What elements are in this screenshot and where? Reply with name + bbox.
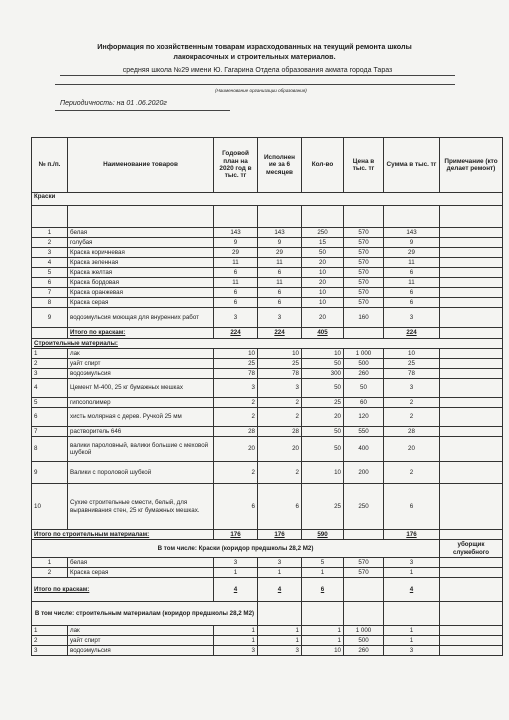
cell-name: уайт спирт xyxy=(68,636,214,646)
cell-quantity: 50 xyxy=(302,248,344,258)
cell-note xyxy=(440,278,503,288)
total-sum: 176 xyxy=(384,530,440,540)
cell-price: 200 xyxy=(344,462,384,484)
table-row xyxy=(32,408,503,427)
table-row xyxy=(32,359,503,369)
cell-quantity: 10 xyxy=(302,298,344,308)
empty-cell xyxy=(68,206,214,228)
cell-note xyxy=(440,268,503,278)
empty-cell xyxy=(344,206,384,228)
cell-used-6-months: 1 xyxy=(258,568,302,578)
cell-name: Краска серая xyxy=(68,298,214,308)
cell-num: 3 xyxy=(32,369,68,379)
table-row xyxy=(32,349,503,359)
periodicity: Периодичность: на 01 .06.2020г xyxy=(60,100,167,107)
col-header-num: № п./п. xyxy=(32,138,68,193)
cell-name: растворитель 646 xyxy=(68,427,214,437)
cell-annual-plan: 2 xyxy=(214,398,258,408)
cell-price: 550 xyxy=(344,427,384,437)
empty-cell xyxy=(32,206,68,228)
section-corridor-build xyxy=(32,602,503,626)
cell-num: 5 xyxy=(32,398,68,408)
cell-num: 3 xyxy=(32,646,68,656)
cell-num: 6 xyxy=(32,408,68,427)
cell-name: водоэмульсия xyxy=(68,646,214,656)
table-row xyxy=(32,646,503,656)
cell-quantity: 50 xyxy=(302,437,344,462)
cell-name: валики пароловный, валики большие с меховой шубкой xyxy=(68,437,214,462)
total-sum: 224 xyxy=(384,328,440,339)
cell-annual-plan: 6 xyxy=(214,484,258,530)
cell-quantity: 20 xyxy=(302,258,344,268)
cell-used-6-months: 3 xyxy=(258,379,302,398)
table-row xyxy=(32,268,503,278)
cell-note xyxy=(440,308,503,328)
cell-annual-plan: 2 xyxy=(214,408,258,427)
table-row xyxy=(32,462,503,484)
cell-name: Краска зеленная xyxy=(68,258,214,268)
cell-price: 250 xyxy=(344,484,384,530)
cell-price: 570 xyxy=(344,298,384,308)
cell-num: 5 xyxy=(32,268,68,278)
cell-num: 3 xyxy=(32,248,68,258)
cell-name: Краска серая xyxy=(68,568,214,578)
total-sum: 4 xyxy=(384,578,440,602)
cell-sum: 3 xyxy=(384,646,440,656)
cell-price: 570 xyxy=(344,558,384,568)
table-row xyxy=(32,248,503,258)
cell-price: 500 xyxy=(344,359,384,369)
cell-quantity: 10 xyxy=(302,462,344,484)
cell-annual-plan: 9 xyxy=(214,238,258,248)
cell-used-6-months: 78 xyxy=(258,369,302,379)
table-row xyxy=(32,379,503,398)
cell-quantity: 10 xyxy=(302,646,344,656)
cell-annual-plan: 1 xyxy=(214,568,258,578)
cell-sum: 11 xyxy=(384,278,440,288)
cell-note xyxy=(440,530,503,540)
cell-name: водоэмульсия моющая для внуренних работ xyxy=(68,308,214,328)
cell-annual-plan: 29 xyxy=(214,248,258,258)
cell-num: 2 xyxy=(32,238,68,248)
cell-price: 570 xyxy=(344,238,384,248)
cell-note xyxy=(440,484,503,530)
empty-cell xyxy=(302,602,344,626)
cell-num: 9 xyxy=(32,462,68,484)
cell-num: 1 xyxy=(32,626,68,636)
cell-quantity: 20 xyxy=(302,308,344,328)
cell-used-6-months: 29 xyxy=(258,248,302,258)
cell-note xyxy=(440,558,503,568)
section-corridor-build-label: В том числе: строительным материалам (коридор предшколы 28,2 М2) xyxy=(32,602,258,626)
cell-annual-plan: 6 xyxy=(214,288,258,298)
cell-num: 8 xyxy=(32,298,68,308)
build-total-row xyxy=(32,530,503,540)
table-row xyxy=(32,484,503,530)
cell-name: Цемент М-400, 25 кг бумажных мешках xyxy=(68,379,214,398)
organization-name: средняя школа №29 имени Ю. Гагарина Отдела образования акмата города Тараз xyxy=(60,67,455,76)
section-corridor-paints xyxy=(32,540,503,558)
cell-annual-plan: 3 xyxy=(214,558,258,568)
cell-note xyxy=(440,228,503,238)
cell-annual-plan: 28 xyxy=(214,427,258,437)
total-price xyxy=(344,578,384,602)
cell-name: белая xyxy=(68,558,214,568)
cell-annual-plan: 3 xyxy=(214,379,258,398)
cell-price: 500 xyxy=(344,636,384,646)
cell-note xyxy=(440,298,503,308)
cell-num: 8 xyxy=(32,437,68,462)
cell-sum: 143 xyxy=(384,228,440,238)
total-used-6-months: 224 xyxy=(258,328,302,339)
cell-name: хисть молярная с дерев. Ручкой 25 мм xyxy=(68,408,214,427)
empty-cell xyxy=(214,206,258,228)
cell-name: Краска желтая xyxy=(68,268,214,278)
cell-price: 570 xyxy=(344,568,384,578)
cell-price: 400 xyxy=(344,437,384,462)
cell-sum: 29 xyxy=(384,248,440,258)
cell-sum: 6 xyxy=(384,288,440,298)
cell-note xyxy=(440,462,503,484)
total-annual-plan: 4 xyxy=(214,578,258,602)
empty-cell xyxy=(384,602,440,626)
corridor-paints-total-row-label: Итого по краскам: xyxy=(32,578,214,602)
cell-sum: 6 xyxy=(384,298,440,308)
cell-annual-plan: 11 xyxy=(214,258,258,268)
cell-name: уайт спирт xyxy=(68,359,214,369)
cell-used-6-months: 10 xyxy=(258,349,302,359)
cell-num: 2 xyxy=(32,359,68,369)
build-total-row-label: Итого по строительным материалам: xyxy=(32,530,214,540)
cell-quantity: 300 xyxy=(302,369,344,379)
cell-price: 570 xyxy=(344,228,384,238)
col-header-quantity: Кол-во xyxy=(302,138,344,193)
table-header-row xyxy=(32,138,503,193)
cell-sum: 2 xyxy=(384,408,440,427)
cell-note xyxy=(440,646,503,656)
cell-note xyxy=(440,578,503,602)
cell-note xyxy=(440,248,503,258)
table-row xyxy=(32,308,503,328)
cell-used-6-months: 6 xyxy=(258,298,302,308)
cell-num: 7 xyxy=(32,427,68,437)
cell-used-6-months: 20 xyxy=(258,437,302,462)
cell-sum: 3 xyxy=(384,558,440,568)
cell-name: белая xyxy=(68,228,214,238)
cell-annual-plan: 143 xyxy=(214,228,258,238)
cell-price: 570 xyxy=(344,258,384,268)
cell-price: 50 xyxy=(344,379,384,398)
cell-num: 10 xyxy=(32,484,68,530)
cell-quantity: 5 xyxy=(302,558,344,568)
cell-quantity: 1 xyxy=(302,636,344,646)
cell-note xyxy=(440,238,503,248)
cell-used-6-months: 3 xyxy=(258,646,302,656)
section-corridor-paints-note: уборщик служебного xyxy=(440,540,503,558)
total-annual-plan: 176 xyxy=(214,530,258,540)
table-row xyxy=(32,298,503,308)
cell-note xyxy=(440,408,503,427)
cell-note xyxy=(440,398,503,408)
table-row xyxy=(32,258,503,268)
cell-num: 9 xyxy=(32,308,68,328)
paints-total-row xyxy=(32,328,503,339)
cell-sum: 3 xyxy=(384,308,440,328)
cell-quantity: 20 xyxy=(302,278,344,288)
section-build-materials-label: Строительные материалы: xyxy=(32,339,503,349)
cell-num: 4 xyxy=(32,379,68,398)
cell-name: гипсополимер xyxy=(68,398,214,408)
empty-cell xyxy=(258,602,302,626)
total-quantity: 6 xyxy=(302,578,344,602)
cell-price: 570 xyxy=(344,268,384,278)
table-row xyxy=(32,626,503,636)
section-paints xyxy=(32,193,503,206)
cell-sum: 1 xyxy=(384,568,440,578)
cell-name: Краска бордовая xyxy=(68,278,214,288)
cell-note xyxy=(440,288,503,298)
cell-used-6-months: 6 xyxy=(258,268,302,278)
cell-note xyxy=(440,359,503,369)
total-used-6-months: 4 xyxy=(258,578,302,602)
cell-used-6-months: 2 xyxy=(258,462,302,484)
cell-quantity: 25 xyxy=(302,484,344,530)
cell-price: 260 xyxy=(344,369,384,379)
cell-price: 120 xyxy=(344,408,384,427)
cell-note xyxy=(440,258,503,268)
cell-used-6-months: 2 xyxy=(258,408,302,427)
cell-used-6-months: 9 xyxy=(258,238,302,248)
cell-note xyxy=(440,379,503,398)
cell-name: голубая xyxy=(68,238,214,248)
cell-price: 570 xyxy=(344,248,384,258)
cell-annual-plan: 1 xyxy=(214,626,258,636)
total-price xyxy=(344,530,384,540)
cell-sum: 2 xyxy=(384,398,440,408)
cell-sum: 1 xyxy=(384,626,440,636)
cell-quantity: 50 xyxy=(302,379,344,398)
col-header-annual-plan: Годовой план на 2020 год в тыс. тг xyxy=(214,138,258,193)
cell-quantity: 50 xyxy=(302,427,344,437)
cell-num: 2 xyxy=(32,636,68,646)
empty-cell xyxy=(384,206,440,228)
cell-note xyxy=(440,349,503,359)
paints-total-row-label: Итого по краскам: xyxy=(68,328,214,339)
empty-cell xyxy=(440,602,503,626)
cell-sum: 2 xyxy=(384,462,440,484)
cell-used-6-months: 1 xyxy=(258,626,302,636)
table-row xyxy=(32,398,503,408)
cell-sum: 25 xyxy=(384,359,440,369)
total-quantity: 405 xyxy=(302,328,344,339)
cell-annual-plan: 11 xyxy=(214,278,258,288)
total-quantity: 590 xyxy=(302,530,344,540)
organization-underline xyxy=(55,84,455,85)
cell-price: 160 xyxy=(344,308,384,328)
table-row xyxy=(32,238,503,248)
cell-used-6-months: 1 xyxy=(258,636,302,646)
cell-price: 260 xyxy=(344,646,384,656)
cell-annual-plan: 6 xyxy=(214,298,258,308)
cell-sum: 9 xyxy=(384,238,440,248)
col-header-sum: Сумма в тыс. тг xyxy=(384,138,440,193)
table-row xyxy=(32,278,503,288)
col-header-used-6-months: Исполнен ие за 6 месяцев xyxy=(258,138,302,193)
document-title-line2: лакокрасочных и строительных материалов. xyxy=(173,52,336,61)
corridor-paints-total-row xyxy=(32,578,503,602)
col-header-name: Наименование товаров xyxy=(68,138,214,193)
cell-num: 6 xyxy=(32,278,68,288)
cell-quantity: 1 xyxy=(302,568,344,578)
cell-note xyxy=(440,568,503,578)
section-corridor-paints-label: В том числе: Краски (коридор предшколы 28,2 М2) xyxy=(32,540,440,558)
total-price xyxy=(344,328,384,339)
empty-cell xyxy=(258,206,302,228)
cell-quantity: 1 xyxy=(302,626,344,636)
cell-name: Валики с пороловой шубкой xyxy=(68,462,214,484)
cell-used-6-months: 11 xyxy=(258,278,302,288)
cell-used-6-months: 143 xyxy=(258,228,302,238)
cell-annual-plan: 25 xyxy=(214,359,258,369)
cell-name: лак xyxy=(68,626,214,636)
cell-price: 1 000 xyxy=(344,349,384,359)
document-title-line1: Информация по хозяйственным товарам израсходованных на текущий ремонта школы xyxy=(97,42,412,51)
table-body xyxy=(32,193,503,656)
cell-quantity: 250 xyxy=(302,228,344,238)
cell-num: 1 xyxy=(32,558,68,568)
cell-sum: 6 xyxy=(384,484,440,530)
cell-quantity: 25 xyxy=(302,398,344,408)
cell-used-6-months: 3 xyxy=(258,308,302,328)
cell-used-6-months: 28 xyxy=(258,427,302,437)
periodicity-underline xyxy=(55,110,230,111)
total-used-6-months: 176 xyxy=(258,530,302,540)
cell-num: 2 xyxy=(32,568,68,578)
cell-annual-plan: 1 xyxy=(214,636,258,646)
cell-sum: 28 xyxy=(384,427,440,437)
cell-note xyxy=(440,636,503,646)
cell-sum: 20 xyxy=(384,437,440,462)
empty-cell xyxy=(302,206,344,228)
cell-note xyxy=(440,626,503,636)
cell-name: водоэмульсия xyxy=(68,369,214,379)
spacer-row xyxy=(32,206,503,228)
cell-annual-plan: 78 xyxy=(214,369,258,379)
section-paints-label: Краски xyxy=(32,193,503,206)
cell-price: 570 xyxy=(344,278,384,288)
cell-annual-plan: 3 xyxy=(214,308,258,328)
cell-name: Сухие строительные смести, белый, для выравнивания стен, 25 кг бумажных мешках. xyxy=(68,484,214,530)
cell-quantity: 20 xyxy=(302,408,344,427)
cell-used-6-months: 25 xyxy=(258,359,302,369)
col-header-price: Цена в тыс. тг xyxy=(344,138,384,193)
col-header-note: Примечание (кто делает ремонт) xyxy=(440,138,503,193)
cell-annual-plan: 2 xyxy=(214,462,258,484)
cell-num: 1 xyxy=(32,228,68,238)
cell-price: 570 xyxy=(344,288,384,298)
cell-quantity: 50 xyxy=(302,359,344,369)
cell-annual-plan: 20 xyxy=(214,437,258,462)
cell-quantity: 10 xyxy=(302,349,344,359)
cell-name: Краска оранжевая xyxy=(68,288,214,298)
cell-sum: 1 xyxy=(384,636,440,646)
table-row xyxy=(32,558,503,568)
organization-caption: (Наименование организации образования) xyxy=(215,88,307,93)
empty-cell xyxy=(440,206,503,228)
cell-name: лак xyxy=(68,349,214,359)
cell-price: 1 000 xyxy=(344,626,384,636)
cell-num: 7 xyxy=(32,288,68,298)
cell-quantity: 15 xyxy=(302,238,344,248)
cell-sum: 6 xyxy=(384,268,440,278)
cell-num: 4 xyxy=(32,258,68,268)
cell-note xyxy=(440,369,503,379)
cell-sum: 3 xyxy=(384,379,440,398)
table-row xyxy=(32,288,503,298)
empty-cell xyxy=(344,602,384,626)
cell-annual-plan: 6 xyxy=(214,268,258,278)
table-row xyxy=(32,369,503,379)
cell-used-6-months: 6 xyxy=(258,288,302,298)
cell-sum: 10 xyxy=(384,349,440,359)
table-row xyxy=(32,228,503,238)
total-annual-plan: 224 xyxy=(214,328,258,339)
cell-used-6-months: 3 xyxy=(258,558,302,568)
cell-name: Краска коричневая xyxy=(68,248,214,258)
cell-quantity: 10 xyxy=(302,288,344,298)
section-build-materials xyxy=(32,339,503,349)
cell-note xyxy=(440,328,503,339)
cell-used-6-months: 11 xyxy=(258,258,302,268)
cell-note xyxy=(440,437,503,462)
cell-used-6-months: 2 xyxy=(258,398,302,408)
cell-used-6-months: 6 xyxy=(258,484,302,530)
table-row xyxy=(32,636,503,646)
table-row xyxy=(32,568,503,578)
cell-quantity: 10 xyxy=(302,268,344,278)
cell-sum: 11 xyxy=(384,258,440,268)
cell-num xyxy=(32,328,68,339)
cell-annual-plan: 3 xyxy=(214,646,258,656)
cell-annual-plan: 10 xyxy=(214,349,258,359)
cell-sum: 78 xyxy=(384,369,440,379)
table-row xyxy=(32,437,503,462)
cell-num: 1 xyxy=(32,349,68,359)
table-row xyxy=(32,427,503,437)
cell-note xyxy=(440,427,503,437)
cell-price: 60 xyxy=(344,398,384,408)
materials-table xyxy=(31,137,503,656)
